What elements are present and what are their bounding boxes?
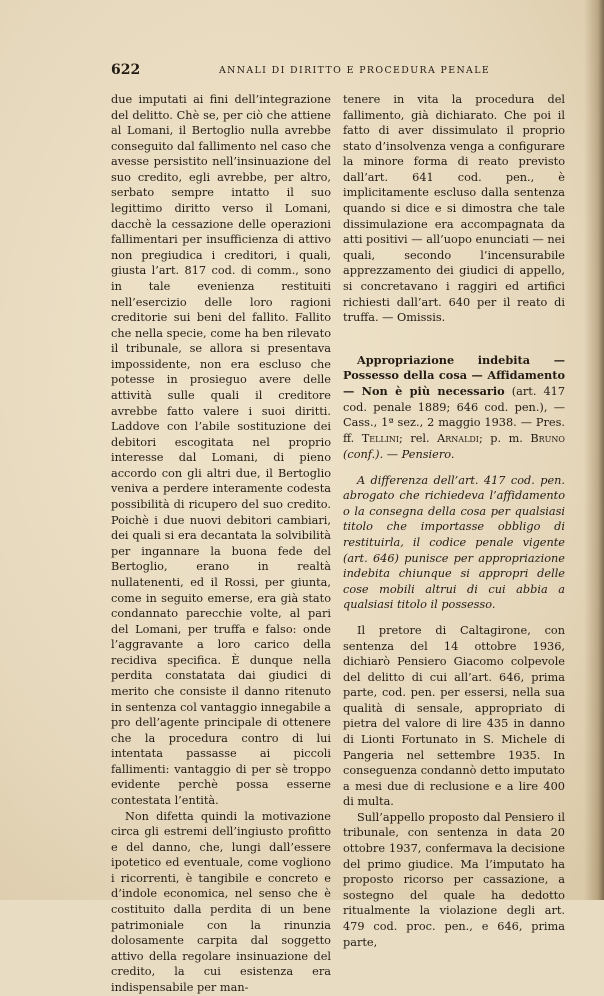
case-defendant: Pensiero. xyxy=(401,447,455,461)
left-paragraph-2: Non difetta quindi la motivazione circa gli estremi dell’ingiusto profitto e del danno, che, lungi dall’essere ipotetico ed eventuale, come vogliono i ricorrenti, è tangibile e concreto e d’indole economica, nel senso che è costituito dalla perdita di un bene patrimoniale con la rinunzia dolosamente carpita dal soggetto attivo della regolare insinuazione del credito, la cui esistenza era indispensabile per man- xyxy=(111,809,331,994)
case-rapporteur: Arnaldi xyxy=(437,432,479,446)
right-column xyxy=(343,92,565,950)
headnote: A differenza dell’art. 417 cod. pen. abrogato che richiedeva l’affidamento o la consegna della cosa per qualsiasi titolo che importasse obbligo di restituirla, il codice penale vigente (art. 646) punisce per appropriazione indebita chiunque si appropri delle cose mobili altrui di cui abbia a qualsiasi titolo il possesso. xyxy=(343,473,565,612)
rel-label: ; rel. xyxy=(399,432,430,446)
running-head: ANNALI DI DIRITTO E PROCEDURA PENALE xyxy=(219,65,491,76)
case-citation: (art. 417 cod. penale 1889; 646 cod. pen.), — Cass., 1ª sez., 2 maggio 1938. — Pres. ff. xyxy=(343,385,566,446)
page-edge-shadow xyxy=(584,0,604,900)
left-paragraph-1: due imputati ai fini dell’integrazione del delitto. Chè se, per ciò che attiene al Lomani, il Bertoglio nulla avrebbe conseguito dal fallimento nel caso che avesse persistito nell’insinuazione del suo credito, egli avrebbe, per altro, serbato sempre intatto il suo legittimo diritto verso il Lomani, dacchè la cessazione delle operazioni fallimentari per insufficienza di attivo non pregiudica i creditori, i quali, giusta l’art. 817 cod. di comm., sono in tale evenienza restituiti nell’esercizio delle loro ragioni creditorie sui beni del fallito. Fallito che nella specie, come ha ben rilevato il tribunale, se allora si presentava impossidente, non era escluso che potesse in prosieguo avere delle attività sulle quali il creditore avrebbe fatto valere i suoi diritti. Laddove con l’abile sostituzione dei debitori escogitata nel proprio interesse dal Lomani, di pieno accordo con gli altri due, il Bertoglio veniva a perdere interamente codesta possibilità di ricupero del suo credito. Poichè i due nuovi debitori cambiari, dei quali si era decantata la solvibilità per ingannare la buona fede del Bertoglio, erano in realtà nullatenenti, ed il Rossi, per giunta, come in seguito emerse, era già stato condannato parecchie volte, al pari del Lomani, per truffa e falso: onde l’aggravante a loro carico della recidiva specifica. È dunque nella perdita constatata dai giudici di merito che consiste il danno ritenuto in sentenza col vantaggio innegabile a pro dell’agente principale di ottenere che la procedura contro di lui intentata passasse ai piccoli fallimenti: vantaggio di per sè troppo evidente perchè possa esserne contestata l’entità. xyxy=(111,93,331,808)
pm-label: ; p. m. xyxy=(478,432,523,446)
left-column xyxy=(111,92,331,996)
page-number: 622 xyxy=(111,62,141,78)
right-paragraph-2: Il pretore di Caltagirone, con sentenza del 14 ottobre 1936, dichiarò Pensiero Giacomo colpevole del delitto di cui all’art. 646, prima parte, cod. pen. per essersi, nella sua qualità di sensale, appropriato di pietra del valore di lire 435 in danno di Lionti Fortunato in S. Michele di Pangeria nel settembre 1935. In conseguenza condannò detto imputato a mesi due di reclusione e a lire 400 di multa. xyxy=(343,623,565,809)
right-paragraph-1: tenere in vita la procedura del fallimento, già dichiarato. Che poi il fatto di aver dissimulato il proprio stato d’insolvenza venga a configurare la minore forma di reato previsto dall’art. 641 cod. pen., è implicitamente escluso dalla sentenza quando si dice e si dimostra che tale dissimulazione era accompagnata da atti positivi — all’uopo enunciati — nei quali, secondo l’incensurabile apprezzamento dei giudici di appello, si concretavano i raggiri ed artifici richiesti dall’art. 640 per il reato di truffa. — Omissis. xyxy=(343,93,565,325)
case-title: Appropriazione indebita — Possesso della cosa — Affidamento — Non è più necessario xyxy=(343,352,565,399)
case-president: Tellini xyxy=(361,432,400,446)
right-paragraph-3: Sull’appello proposto dal Pensiero il tribunale, con sentenza in data 20 ottobre 1937, confermava la decisione del primo giudice. Ma l’imputato ha proposto ricorso per cassazione, a sostegno del quale ha dedotto ritualmente la violazione degli art. 479 cod. proc. pen., e 646, prima parte, xyxy=(343,810,565,949)
case-dash: — xyxy=(383,447,399,461)
page-header xyxy=(111,62,563,80)
case-heading xyxy=(343,353,565,463)
case-pm: Bruno xyxy=(530,432,565,446)
case-conf: (conf.). xyxy=(343,447,384,461)
